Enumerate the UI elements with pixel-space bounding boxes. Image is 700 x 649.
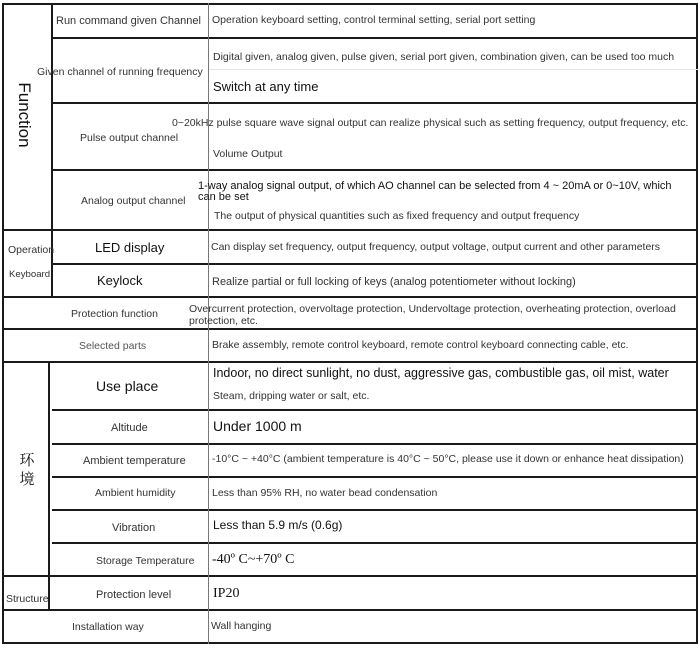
given-channel-value-1: Digital given, analog given, pulse given, serial port given, combination given, can be used too much: [213, 51, 675, 63]
pulse-output-value-1: 0~20kHz pulse square wave signal output can realize physical such as setting frequency, output frequency, etc.: [172, 117, 689, 129]
use-place-value-2: Steam, dripping water or salt, etc.: [213, 390, 370, 402]
rule: [51, 3, 53, 231]
run-command-label: Run command given Channel: [56, 15, 201, 27]
run-command-value: Operation keyboard setting, control terminal setting, serial port setting: [212, 14, 536, 26]
rule: [52, 263, 698, 265]
rule: [52, 102, 698, 104]
rule: [209, 69, 698, 70]
rule: [52, 169, 698, 171]
analog-output-value-1b: can be set: [198, 191, 249, 203]
rule: [52, 542, 698, 544]
installation-way-value: Wall hanging: [211, 620, 272, 632]
rule: [2, 229, 698, 231]
rule: [52, 37, 698, 39]
keylock-label: Keylock: [97, 273, 143, 288]
group-keyboard: Keyboard: [9, 269, 51, 280]
ambient-humidity-value: Less than 95% RH, no water bead condensation: [212, 487, 438, 499]
rule: [2, 642, 698, 644]
rule: [52, 443, 698, 445]
protection-level-label: Protection level: [96, 589, 172, 601]
protection-function-value-b: protection, etc.: [189, 315, 258, 327]
led-display-label: LED display: [95, 240, 165, 255]
group-environment: 环 境: [19, 451, 35, 488]
ambient-temperature-value: -10°C ~ +40°C (ambient temperature is 40°C ~ 50°C, please use it down or enhance heat dissipation): [212, 453, 684, 465]
rule: [52, 409, 698, 411]
protection-function-value-a: Overcurrent protection, overvoltage protection, Undervoltage protection, overheating protection, overload: [189, 303, 676, 315]
altitude-value: Under 1000 m: [213, 418, 302, 434]
analog-output-value-2: The output of physical quantities such as fixed frequency and output frequency: [214, 210, 580, 222]
storage-temperature-label: Storage Temperature: [96, 555, 195, 567]
keylock-value: Realize partial or full locking of keys (analog potentiometer without locking): [212, 276, 576, 288]
rule: [2, 328, 698, 330]
rule: [2, 296, 698, 298]
storage-temperature-value: -40º C~+70º C: [212, 552, 295, 567]
pulse-output-label: Pulse output channel: [80, 132, 179, 144]
given-channel-label: Given channel of running frequency: [37, 66, 203, 78]
rule: [52, 476, 698, 478]
rule: [2, 575, 698, 577]
led-display-value: Can display set frequency, output frequency, output voltage, output current and other parameters: [211, 241, 661, 253]
rule: [2, 3, 4, 644]
group-operation: Operation: [8, 244, 55, 256]
vibration-label: Vibration: [112, 522, 156, 534]
group-structure: Structure: [6, 593, 49, 605]
rule: [51, 229, 53, 298]
analog-output-value-1a: 1-way analog signal output, of which AO channel can be selected from 4 ~ 20mA or 0~10V, which: [198, 180, 672, 192]
rule: [2, 3, 698, 5]
altitude-label: Altitude: [111, 422, 148, 434]
use-place-value-1: Indoor, no direct sunlight, no dust, aggressive gas, combustible gas, oil mist, water: [213, 366, 669, 380]
installation-way-label: Installation way: [72, 621, 144, 633]
group-function: Function: [15, 82, 34, 148]
ambient-temperature-label: Ambient temperature: [83, 455, 186, 467]
protection-level-value: IP20: [213, 586, 240, 601]
pulse-output-value-2: Volume Output: [213, 148, 283, 160]
vibration-value: Less than 5.9 m/s (0.6g): [213, 518, 343, 532]
given-channel-value-2: Switch at any time: [213, 79, 319, 94]
ambient-humidity-label: Ambient humidity: [95, 487, 176, 499]
rule: [52, 509, 698, 511]
use-place-label: Use place: [96, 378, 159, 394]
protection-function-label: Protection function: [71, 308, 158, 320]
selected-parts-label: Selected parts: [79, 340, 147, 352]
rule: [696, 3, 698, 644]
selected-parts-value: Brake assembly, remote control keyboard, remote control keyboard connecting cable, etc.: [212, 339, 629, 351]
analog-output-label: Analog output channel: [81, 195, 186, 207]
rule: [2, 609, 698, 611]
rule: [48, 361, 50, 611]
rule: [2, 361, 698, 363]
